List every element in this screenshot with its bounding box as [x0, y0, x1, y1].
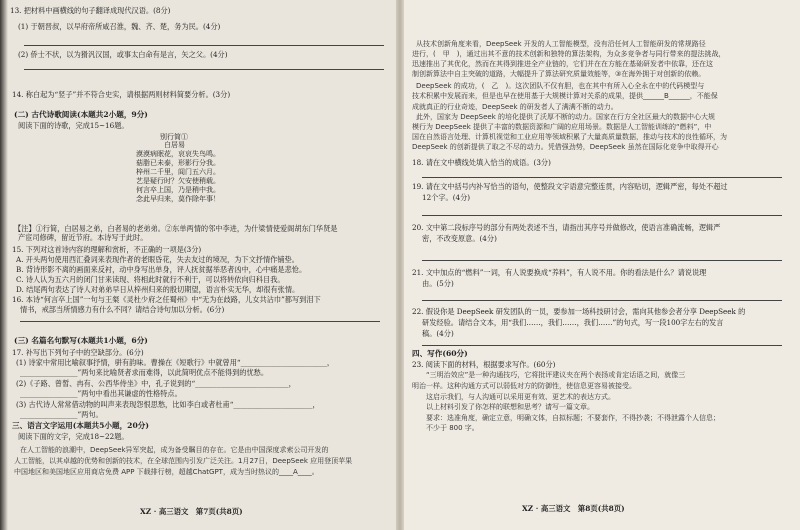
text-line: 22. 假设你是 DeepSeek 研发团队的一员，要参加一场科技研讨会，需向其他参会者分享 DeepSeek 的 [412, 307, 746, 316]
text-line: 14. 称白起为“竖子”并不符合史实，请根据两则材料简要分析。(3分) [12, 90, 231, 99]
page-7 [0, 0, 398, 530]
text-line: 此外，国家为 DeepSeek 的培化提供了沃厚不断的动力。国家在行方全社区最大的数据中心大规 [416, 113, 716, 121]
text-line: (二) 古代诗歌阅读(本题共2小题，9分) [14, 110, 148, 119]
text-line: 技术积累中发展而来，但是也早在使用基于大规模计算对关系的成果，提供______B______，不能保 [412, 92, 718, 100]
text-line: 【注】①行简，白居易之弟，白者易的老弟弟。②东单两情的邻中李进，为什梁情使爱阁胡东门华贤是 [14, 224, 338, 233]
text-line: 制创新算法中自主突破的道路，大幅提升了算法研究质量效能等，③在海外拥于对创新的依赖。 [412, 70, 706, 78]
text-line: 漠漠病眠花，哀哀失鸟鸣。 [136, 150, 220, 158]
answer-line [24, 69, 384, 70]
text-line: 13. 把材料中画横线的句子翻译成现代汉语。(8分) [10, 6, 171, 15]
text-line: A. 开头两句使用西汇叠词来表现作者的老眼昏花，失去友过的境况，为下文抒情作铺垫。 [16, 255, 299, 264]
text-line: (三) 名篇名句默写(本题共1小题，6分) [14, 336, 148, 345]
text-line: 菇脂已未泰，形影行分我。 [136, 159, 220, 167]
answer-line [24, 45, 384, 46]
text-line: 明治一样。这种沟通方式可以弱低对方的防御性，使信息更容易被接受。 [412, 382, 636, 390]
text-line: C. 诗人认为五六月的闭门甘来读现、将相此时就行不利于，可以将转依向归科目我。 [16, 275, 285, 284]
text-line: 阅读下面的诗歌，完成15~16题。 [18, 121, 129, 130]
answer-line [422, 215, 782, 216]
page-8 [402, 0, 800, 530]
text-line: 不少于 800 字。 [426, 424, 479, 432]
text-line: 艺是疑行时？欠安使稍载。 [136, 177, 220, 185]
text-line: 模行为 DeepSeek 提供了丰富的数据资源和广阔的应用场景。数据是人工智能训练的“燃料”，中 [412, 123, 712, 131]
text-line: (2) 侨士不状，以为猾汎汉国，或事太白命有是言，矢之父。(4分) [18, 50, 228, 59]
text-line: 梓州二千里，闾门五六月。 [136, 168, 220, 176]
text-line: 情书，戒部当所情感力有什么不同？请结合诗句加以分析。(6分) [20, 305, 225, 314]
text-line: 由。(5分) [422, 279, 454, 288]
edge-shadow [0, 0, 8, 530]
text-line: 在人工智能的浪潮中，DeepSeek异军突起，成为备受瞩目的存在。它是由中国深度求索公司开发的 [20, 446, 329, 454]
text-line: 别行简① [160, 133, 188, 141]
text-line: 三、语言文字运用(本题共5小题，20分) [12, 421, 149, 430]
text-line: 人工智能，以其卓越的优势和创新的技术，在全球范围内引发广泛关注。1月27日，DeepSeek 应用登顶苹果 [14, 457, 353, 465]
text-line: 从技术创新角度来看，DeepSeek 开发的人工智能模型，没有沿任何人工智能研发的常规路径 [416, 40, 706, 48]
text-line: 念此早归来，莫作除年事！ [136, 195, 220, 203]
text-line: 中国地区和美国地区应用商店免费 APP 下载排行榜，超越ChatGPT，成为当时热议的____A____。 [14, 468, 319, 476]
text-line: 以上材料引发了你怎样的联想和思考？请写一篇文章。 [426, 403, 594, 411]
text-line: 15. 下列对这首诗内容的理解和赏析，不正确的一项是(3分) [12, 245, 202, 254]
text-line: 这启示我们，与人沟通可以采用更有效、更艺术的表达方式。 [426, 393, 615, 401]
text-line: D. 结尾两句表达了诗人对弟弟早日从梓州归来的殷切期望，语言朴实无华，却很有张情。 [16, 285, 300, 294]
text-line: 12个字。(4分) [422, 193, 471, 202]
text-line: ________________”两句。 [20, 410, 103, 419]
text-line: 国在自然语言处理、计算机视觉和工业应用等领域积累了大量高质量数据，推动与技术的良性循环，为 [412, 133, 727, 141]
text-line: 产宦司修碑，留近节府。本诗写于此时。 [18, 233, 148, 242]
text-line: 阅读下面的文字，完成18~22题。 [18, 432, 129, 441]
text-line: (3) 古代诗人常常借动物的叫声来表现怨恨思愁，比如李白或者杜甫“______________________， [16, 400, 320, 409]
text-line: 19. 请在文中括号内补写恰当的语句，使整段文字语意完整连贯，内容贴切，逻辑严密，每处不超过 [412, 182, 728, 191]
text-line: 研发经验。请结合文本，用“我们……，我们……，我们……”的句式，写一段100字左右的发言 [422, 318, 724, 327]
text-line: DeepSeek 的成功，( 乙 )。这次团队不仅有胆，也在其中有所入心全永在中的代码模型与 [416, 82, 705, 90]
text-line: ________________”两句中看出其谦虚的性格特点。 [20, 389, 182, 398]
text-line: 18. 请在文中横线处填入恰当的成语。(3分) [412, 158, 551, 167]
text-line: (1) 于朝晋叔，以早府帝所咸召淮，魏、齐、楚，务为民。(4分) [18, 22, 221, 31]
text-line: 20. 文中第二段标序号的部分有两处表述不当，请指出其序号并做修改，使语言准确流畅，逻辑严 [412, 223, 721, 232]
text-line: 白居易 [164, 141, 185, 149]
text-line: 四、写作(60分) [412, 349, 468, 358]
text-line: 要求：选准角度，确定立意，明确文体，自拟标题；不要套作，不得抄袭；不得泄露个人信息； [426, 414, 720, 422]
page-fold [396, 0, 404, 530]
text-line: 16. 本诗“何言卒上国”一句与王粲《灵杜少府之任蜀州》中“无为在歧路，儿女共沾巾”都写到泪下 [12, 295, 321, 304]
answer-line [422, 260, 782, 261]
text-line: 21. 文中加点的“燃料”一词，有人说要换成“养料”，有人说不用。你的看法是什么？请说说理 [412, 268, 707, 277]
text-line: B. 背诗形影不离的画面来反衬，动中身写出单身，评人抚贫据举恶者凶中，心中痛是悲怆。 [16, 265, 307, 274]
text-line: 17. 补写出下列句子中的空缺部分。(6分) [12, 348, 144, 357]
text-line: ________________”两句来比喻贤者求而难得，以此简明优点不能得到的忧愁。 [20, 368, 269, 377]
answer-line [422, 177, 782, 178]
text-line: 进行，( 甲 )，通过出其不意的技术创新和独特的算法架构，为众多竞争者与同行带来的提法挑战， [412, 50, 726, 58]
text-line: DeepSeek 的创新提供了取之不尽的动力。凭借强劲势，DeepSeek 虽然在国际化竞争中取得开心 [412, 143, 719, 151]
page-footer: XZ · 高三语文 第7页(共8页) [140, 507, 243, 516]
text-line: 迅速推出了其优化，然而在其得到推进全产业链的，它们并在在方能在基础研发者中依靠，还在这 [412, 60, 713, 68]
answer-line [422, 345, 782, 346]
text-line: (1) 诗家中常用比喻叙事抒情，骈有韵味。曹操在《短歌行》中就曾用“________________________， [16, 358, 335, 367]
answer-line [20, 321, 380, 322]
text-line: 23. 阅读下面的材料，根据要求写作。(60分) [412, 360, 556, 369]
page-footer: XZ · 高三语文 第8页(共8页) [522, 504, 625, 513]
text-line: 成就真正的行业奇迹，DeepSeek 的研发者人了满满不断的动力。 [412, 103, 618, 111]
text-line: 稿。(4分) [422, 329, 454, 338]
text-line: 密，不改变原意。(4分) [422, 234, 497, 243]
text-line: “三明治效应”是一种沟通技巧，它将批评建议夹在两个表扬或肯定话语之间，就像三 [426, 371, 686, 379]
text-line: 何言卒上国，乃是稍中我。 [136, 186, 220, 194]
text-line: (2)《子路、曾皙、冉有、公西华侍坐》中，孔子说到的“__________________________， [16, 379, 296, 388]
answer-line [422, 300, 782, 301]
